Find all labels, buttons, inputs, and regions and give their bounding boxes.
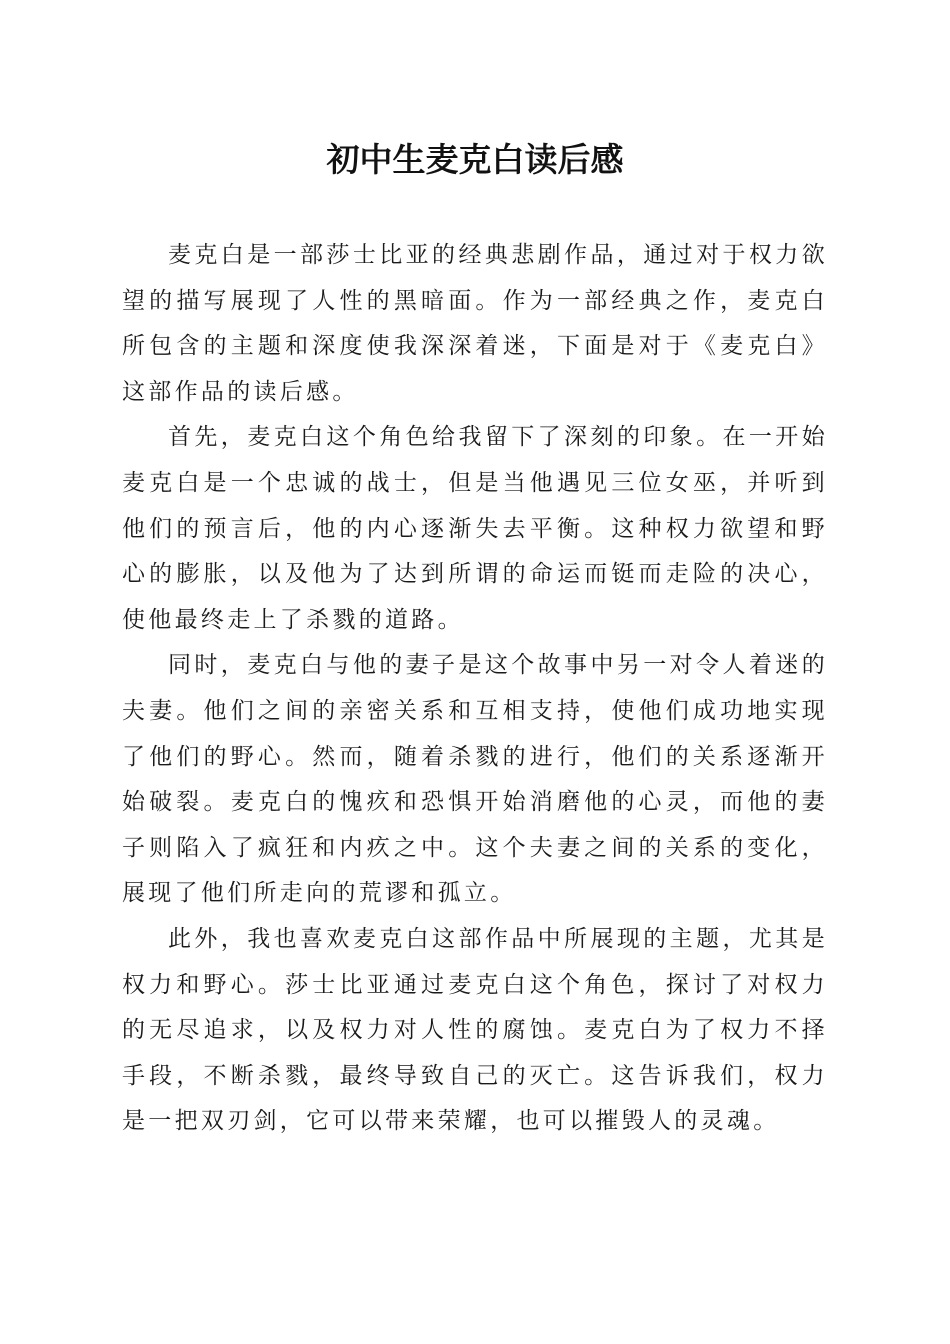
- document-title: 初中生麦克白读后感: [326, 140, 624, 179]
- paragraph-1: 麦克白是一部莎士比亚的经典悲剧作品，通过对于权力欲望的描写展现了人性的黑暗面。作为一部经典之作，麦克白所包含的主题和深度使我深深着迷，下面是对于《麦克白》这部作品的读后感。: [122, 242, 828, 405]
- paragraph-3: 同时，麦克白与他的妻子是这个故事中另一对令人着迷的夫妻。他们之间的亲密关系和互相支持，使他们成功地实现了他们的野心。然而，随着杀戮的进行，他们的关系逐渐开始破裂。麦克白的愧疚和恐惧开始消磨他的心灵，而他的妻子则陷入了疯狂和内疚之中。这个夫妻之间的关系的变化，展现了他们所走向的荒谬和孤立。: [122, 652, 828, 907]
- document-body: [122, 233, 828, 1145]
- paragraph-4: 此外，我也喜欢麦克白这部作品中所展现的主题，尤其是权力和野心。莎士比亚通过麦克白这个角色，探讨了对权力的无尽追求，以及权力对人性的腐蚀。麦克白为了权力不择手段，不断杀戮，最终导致自己的灭亡。这告诉我们，权力是一把双刃剑，它可以带来荣耀，也可以摧毁人的灵魂。: [122, 925, 828, 1135]
- paragraph-2: 首先，麦克白这个角色给我留下了深刻的印象。在一开始麦克白是一个忠诚的战士，但是当他遇见三位女巫，并听到他们的预言后，他的内心逐渐失去平衡。这种权力欲望和野心的膨胀，以及他为了达到所谓的命运而铤而走险的决心，使他最终走上了杀戮的道路。: [122, 424, 828, 633]
